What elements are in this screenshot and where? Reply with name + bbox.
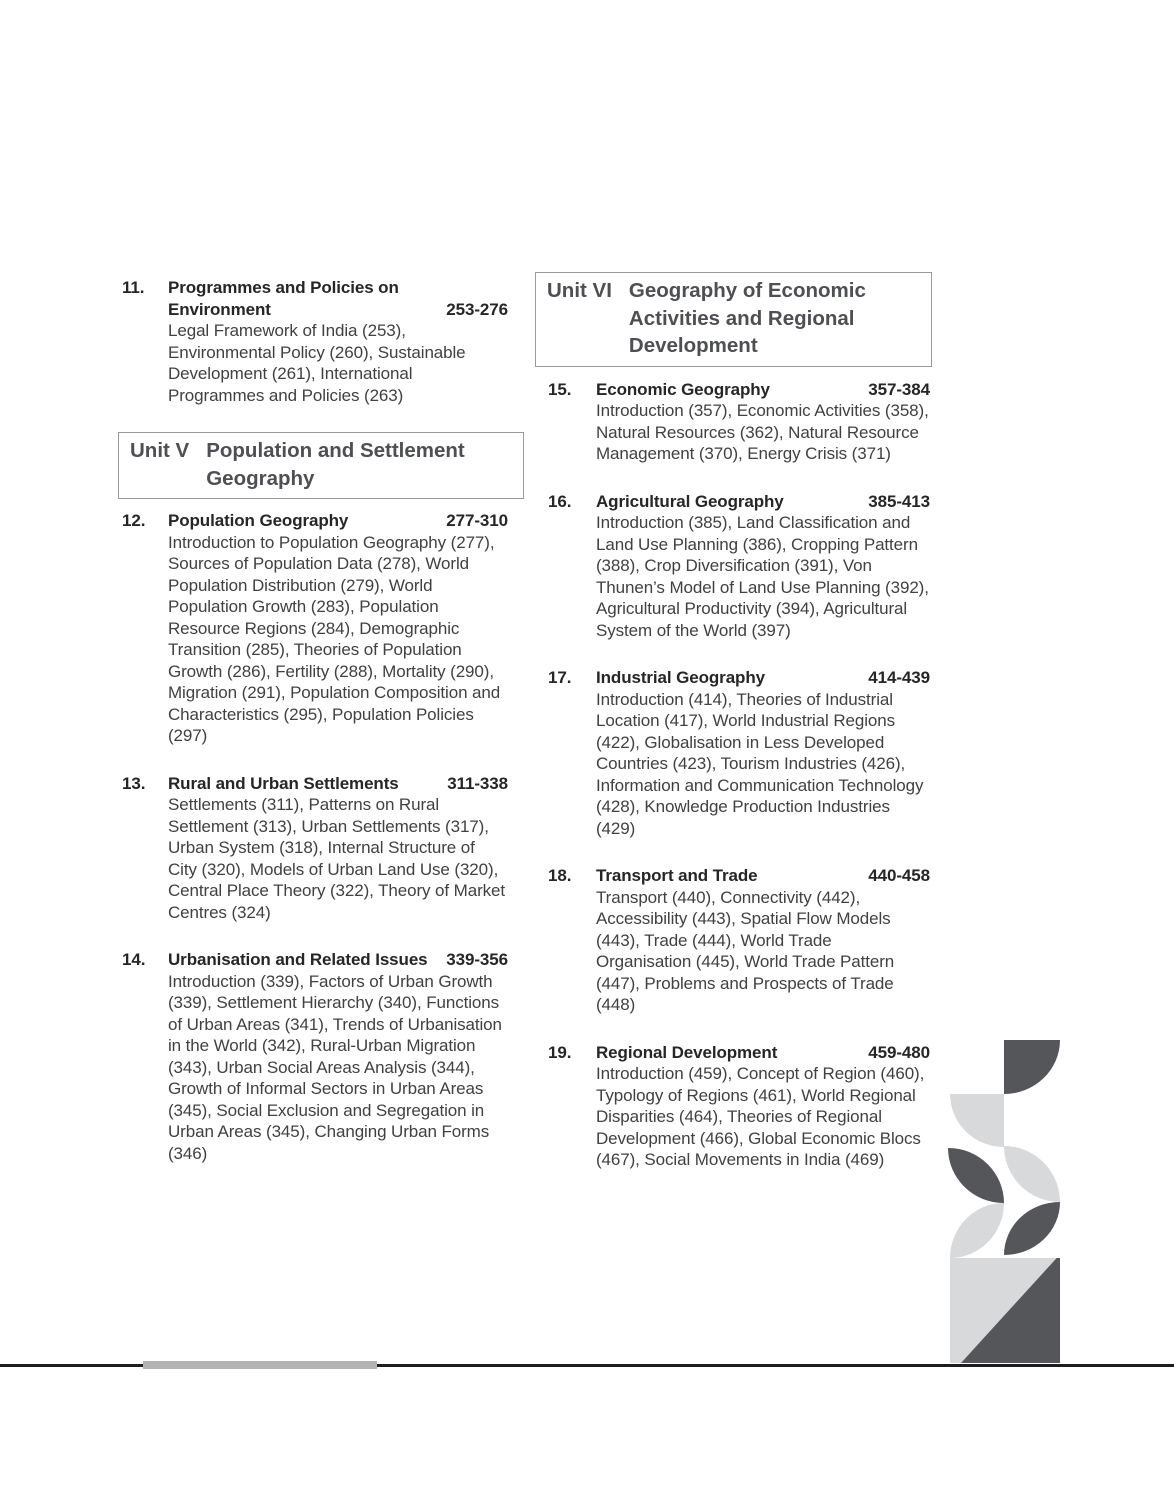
chapter-page-range: 277-310	[446, 511, 508, 530]
chapter-topics: Transport (440), Connectivity (442), Accessibility (443), Spatial Flow Models (443), Trade (444), World Trade Organisation (445), World Trade Pattern (447), Problems and Prospects of Trade (448)	[596, 887, 895, 1014]
logo-leaf-dark-icon	[1004, 1202, 1060, 1255]
chapter-title: Urbanisation and Related Issues	[168, 950, 428, 969]
chapter-topics: Settlements (311), Patterns on Rural Settlement (313), Urban Settlements (317), Urban System (318), Internal Structure of City (320), Models of Urban Land Use (320), Central Place Theory (322), Theory of Market Centres (324)	[168, 795, 506, 922]
chapter-title: Programmes and Policies on	[168, 278, 399, 297]
unit-title-line: Geography	[206, 466, 315, 490]
chapter-number: 16.	[548, 491, 572, 511]
chapter-page-range: 339-356	[446, 950, 508, 969]
toc-item-heading	[122, 773, 508, 795]
toc-item-heading	[548, 379, 930, 401]
chapter-number: 12.	[122, 511, 146, 530]
chapter-page-range: 357-384	[868, 379, 930, 399]
unit-title-line: Development	[628, 334, 758, 357]
chapter-topics: Introduction (339), Factors of Urban Growth (339), Settlement Hierarchy (340), Functions of Urban Areas (341), Trends of Urbanisation in the World (342), Rural-Urban Migration (343), Urban Social Areas Analysis (344), Growth of Informal Sectors in Urban Areas (345), Social Exclusion and Segregation in Urban Areas (345), Changing Urban Forms (346)	[168, 971, 502, 1163]
chapter-page-range: 459-480	[868, 1042, 930, 1062]
chapter-topics: Legal Framework of India (253), Environmental Policy (260), Sustainable Development (261), International Programmes and Policies (263)	[168, 321, 466, 405]
unit-label: Unit V	[130, 439, 190, 462]
chapter-page-range: 311-338	[447, 773, 508, 793]
unit-title-line: Population and Settlement	[206, 439, 465, 462]
chapter-title: Agricultural Geography	[596, 491, 784, 511]
logo-leaf-light-icon	[950, 1203, 1004, 1258]
toc-item-15	[548, 379, 930, 465]
toc-item-12	[122, 510, 508, 747]
chapter-number: 17.	[548, 668, 572, 687]
chapter-page-range: 414-439	[868, 668, 930, 687]
chapter-topics: Introduction to Population Geography (277), Sources of Population Data (278), World Population Distribution (279), World Population Growth (283), Population Resource Regions (284), Demographic Transition (285), Theories of Population Growth (286), Fertility (288), Mortality (290), Migration (291), Population Composition and Characteristics (295), Population Policies (297)	[168, 532, 501, 745]
toc-item-heading	[122, 510, 508, 532]
unit-v-header	[118, 432, 524, 499]
chapter-topics: Introduction (357), Economic Activities (358), Natural Resources (362), Natural Resource Management (370), Energy Crisis (371)	[596, 401, 929, 463]
toc-item-heading	[548, 1042, 930, 1064]
toc-item-heading	[122, 949, 508, 971]
logo-leaf-dark-icon	[948, 1148, 1004, 1203]
unit-vi-header	[535, 272, 932, 367]
chapter-topics: Introduction (385), Land Classification and Land Use Planning (386), Cropping Pattern (388), Crop Diversification (391), Von Thunen’s Model of Land Use Planning (392), Agricultural Productivity (394), Agricultural System of the World (397)	[596, 513, 929, 640]
chapter-page-range: 385-413	[868, 491, 930, 511]
chapter-number: 19.	[548, 1042, 572, 1062]
logo-quarter-light-icon	[950, 1094, 1004, 1147]
chapter-topics: Introduction (459), Concept of Region (460), Typology of Regions (461), World Regional Disparities (464), Theories of Regional Development (466), Global Economic Blocs (467), Social Movements in India (469)	[596, 1064, 925, 1169]
toc-item-19	[548, 1042, 930, 1171]
chapter-page-range: 440-458	[868, 866, 930, 885]
toc-item-heading	[548, 491, 930, 513]
toc-item-11	[122, 277, 508, 406]
chapter-number: 11.	[122, 278, 145, 297]
chapter-number: 14.	[122, 950, 146, 969]
unit-title	[206, 437, 513, 492]
chapter-title-wrap	[168, 277, 508, 320]
unit-title-line: Activities and Regional	[628, 306, 855, 330]
chapter-title: Rural and Urban Settlements	[168, 773, 399, 793]
toc-item-14	[122, 949, 508, 1164]
chapter-title: Population Geography	[168, 511, 349, 530]
toc-item-18	[548, 865, 930, 1016]
unit-title-line: Geography of Economic	[628, 279, 866, 302]
toc-left-column	[122, 277, 508, 1190]
chapter-number: 15.	[548, 379, 572, 399]
footer-rule-gray-segment	[143, 1361, 377, 1369]
toc-right-column	[548, 272, 930, 1197]
chapter-number: 18.	[548, 866, 572, 885]
toc-item-heading	[548, 865, 930, 887]
toc-item-13	[122, 773, 508, 924]
toc-item-heading	[122, 277, 508, 320]
logo-quarter-dark-icon	[1004, 1040, 1060, 1094]
chapter-title: Industrial Geography	[596, 668, 765, 687]
publisher-logo	[948, 1040, 1060, 1363]
chapter-number: 13.	[122, 773, 146, 793]
chapter-topics: Introduction (414), Theories of Industrial Location (417), World Industrial Regions (422), Globalisation in Less Developed Countries (423), Tourism Industries (426), Information and Communication Technology (428), Knowledge Production Industries (429)	[596, 689, 924, 838]
unit-label: Unit VI	[547, 279, 612, 302]
chapter-title: Transport and Trade	[596, 866, 758, 885]
chapter-page-range: 253-276	[446, 299, 508, 319]
logo-leaf-light-icon	[1004, 1146, 1060, 1202]
toc-item-17	[548, 667, 930, 839]
chapter-title-line2: Environment	[168, 299, 271, 319]
unit-title	[629, 277, 921, 360]
toc-item-heading	[548, 667, 930, 689]
chapter-title: Regional Development	[596, 1042, 778, 1062]
chapter-title: Economic Geography	[596, 379, 770, 399]
toc-item-16	[548, 491, 930, 642]
